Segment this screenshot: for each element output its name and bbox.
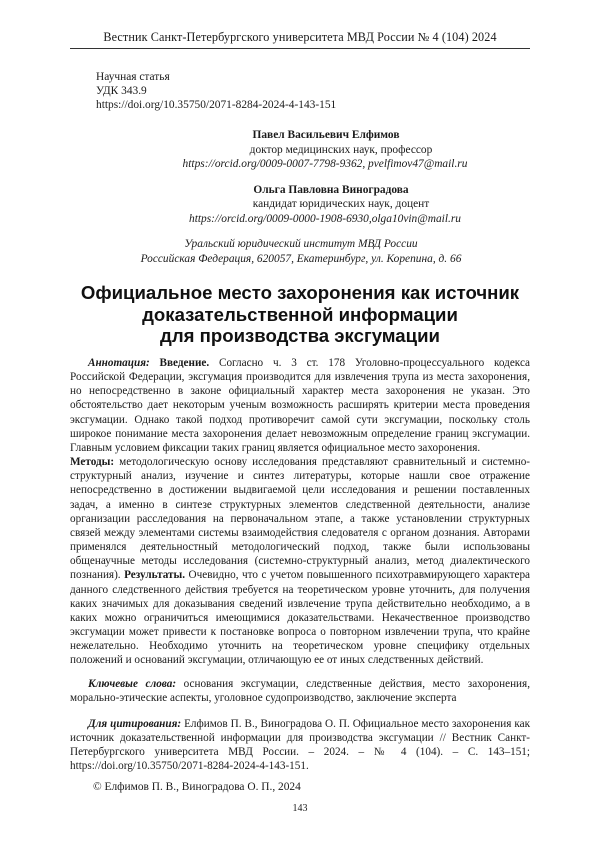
intro-text: Согласно ч. 3 ст. 178 Уголовно-процессуального кодекса Российской Федерации, эксгумация производится для извлечения трупа из места захоронения, но непосредственно в законе официальный характер места захоронения не указан. Это обстоятельство дает некоторым ученым возможность расширять критерии места проведения эксгумации. Однако такой подход противоречит самой сути эксгумации, поскольку столь широкое понимание места захоронения делает невозможным определение границ эксгумации. Главным условием фиксации таких границ является официальное место захоронения. [70,357,531,454]
citation [70,717,530,774]
header-rule [70,48,530,49]
methods-label: Методы: [70,456,115,469]
author-degree: кандидат юридических наук, доцент [252,198,430,210]
page-number: 143 [292,803,308,814]
citation-label: Для цитирования: [88,718,182,730]
copyright: © Елфимов П. В., Виноградова О. П., 2024 [93,781,301,793]
results-text: Очевидно, что с учетом повышенного психотравмирующего характера данного следственного действия требуется на теоретическом уровне уточнить, для получения каких значимых для доказывания сведений извлечение трупа действительно необходимо, а в каких можно ограничиться имеющимися доказательствами. Некачественное производство эксгумации может привести к постановке вопроса о повторном извлечении трупа, что крайне нежелательно. Необходимо уточнить на теоретическом уровне специфику отдельных положений и оснований эксгумации, отличающую ее от иных следственных действий. [70,569,531,667]
keywords [70,677,530,705]
author-name: Ольга Павловна Виноградова [253,183,409,196]
institution-name: Уральский юридический институт МВД России [184,238,418,250]
article-title [70,282,530,347]
author-contacts[interactable]: https://orcid.org/0009-0007-7798-9362, pvelfimov47@mail.ru [182,158,468,170]
title-line: для производства эксгумации [160,325,440,346]
abstract-label: Аннотация: [88,357,150,369]
intro-label: Введение. [159,357,210,369]
article-type: Научная статья [96,71,170,83]
author-name: Павел Васильевич Елфимов [252,129,400,141]
title-line: Официальное место захоронения как источник [80,282,520,303]
title-line: доказательственной информации [142,303,458,325]
running-head: Вестник Санкт-Петербургского университета МВД России № 4 (104) 2024 [103,30,497,44]
methods-text: методологическую основу исследования представляют сравнительный и системно-структурный анализ, изучение и синтез литературы, которые нашли свое отражение непосредственно в достижении выдвигаемой цели исследования и решении поставленных задач, а именно в синтезе структурных элементов следственной деятельности, анализе организации расследования на первоначальном этапе, а также установлении структурных связей между элементами системы взаимодействия следователя с органом дознания. Авторами применялся деятельностный методологический подход, также были использованы общенаучные методы исследования (системно-структурный анализ, метод диалектического познания). [70,456,531,582]
abstract [70,356,530,667]
results-label: Результаты. [124,569,186,582]
institution-address: Российская Федерация, 620057, Екатеринбург, ул. Корепина, д. 66 [140,252,462,265]
keywords-label: Ключевые слова: [88,678,177,690]
citation-text: Елфимов П. В., Виноградова О. П. Официальное место захоронения как источник доказательственной информации для производства эксгумации // Вестник Санкт-Петербургского университета МВД России. – 2024. – № 4 (104). – С. 143–151; https://doi.org/10.35750/2071-8284-2024-4-143-151. [70,718,531,773]
author-contacts[interactable]: https://orcid.org/0009-0000-1908-6930,olga10vin@mail.ru [189,212,461,225]
article-meta [96,70,336,112]
keywords-text: основания эксгумации, следственные действия, место захоронения, морально-этические аспекты, уголовное судопроизводство, заключение эксперта [70,678,530,705]
author-degree: доктор медицинских наук, профессор [249,143,433,156]
doi-link[interactable]: https://doi.org/10.35750/2071-8284-2024-4-143-151 [96,99,337,111]
udc-code: УДК 343.9 [96,85,147,97]
authors-block [60,128,532,266]
